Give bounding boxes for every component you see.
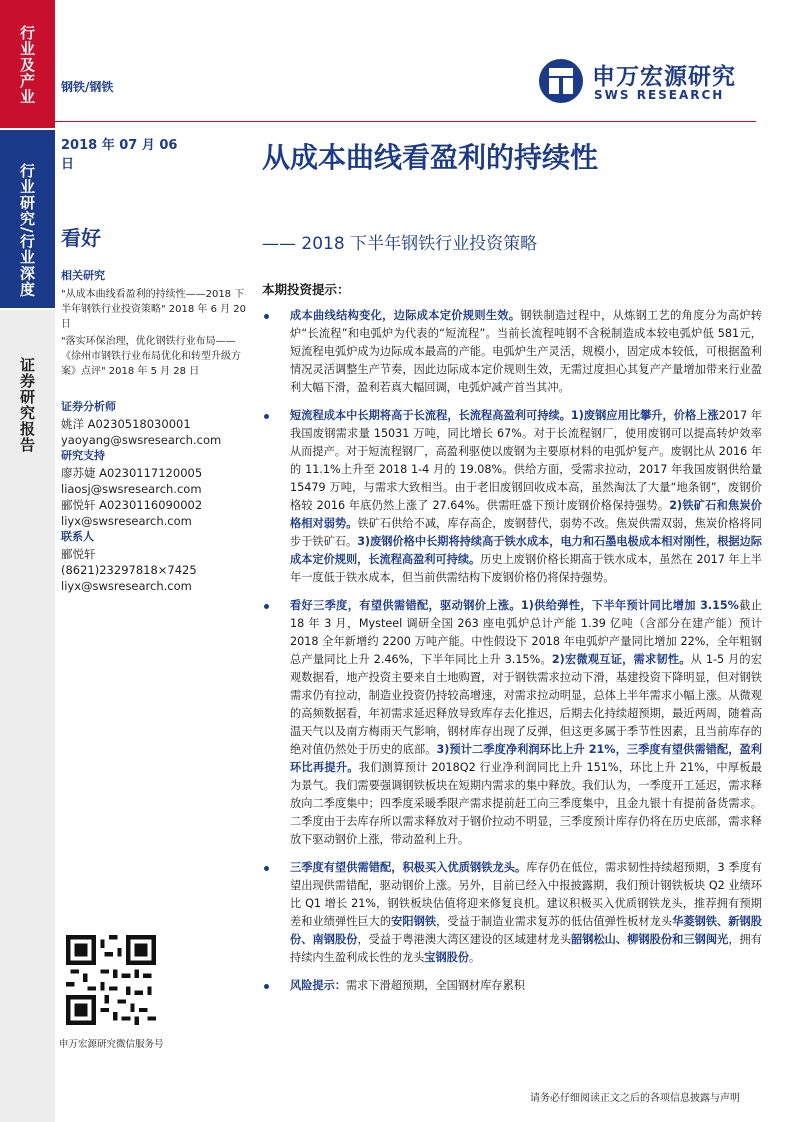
bullet-text: ，受益于粤港澳大湾区建设的区域建材龙头 [357,933,571,946]
bullet-text: 我们测算预计 2018Q2 行业净利润同比上升 151%，环比上升 21%，中厚板最为景气。我们需要强调钢铁板块在短期内需求的集中释放。我们认为，一季度开工延迟，需求释放向二季度集中；四季度采暖季限产需求提前赶工向三季度集中，且金九银十有提前备货需求。二季度由于去库存所以需求释放对于钢价拉动不明显，三季度预计库存仍将在历史底部，需求释放下驱动钢价上涨，带动盈利上升。 [290,761,762,846]
support-email[interactable]: liyx@swsresearch.com [61,514,192,528]
bullet-dot-icon [264,314,269,319]
bullet-lead: 2)铁矿石和焦炭价格相对弱势。 [290,499,762,530]
report-title: 从成本曲线看盈利的持续性 [262,141,599,174]
sidebar-industry-label: 行业及产业 [18,25,36,105]
highlight-bullet [262,407,762,587]
support-line: 廖苏婕 A0230117120005 [61,466,203,480]
bullet-lead: 三季度有望供需错配，积极买入优质钢铁龙头。 [290,861,527,874]
analyst-block [61,399,251,594]
stock-pick: 华菱钢铁、新钢股份、南钢股份 [290,915,762,946]
bullet-lead: 成本曲线结构变化，边际成本定价规则生效。 [290,309,521,322]
highlight-bullet [262,597,762,849]
qr-caption: 申万宏源研究微信服务号 [59,1039,164,1050]
bullet-text: 截止 18 年 3 月，Mysteel 调研全国 263 座电弧炉总计产能 1.39 亿吨（含部分在建产能）预计 2018 全年新增约 2200 万吨产能。中性假设下 2018 年电弧炉产量同比增加 22%，全年粗钢总产量同比上升 2.46%，下半年同比上升 3.15%。 [290,599,762,666]
bullet-lead: 3)预计二季度净利润环比上升 21%，三季度有望供需错配，盈利环比再提升。 [290,743,762,774]
report-date: 2018 年 07 月 06 日 [61,138,178,172]
disclosure-footer: 请务必仔细阅读正文之后的各项信息披露与声明 [530,1093,740,1104]
risk-lead: 风险提示： [290,979,346,992]
analyst-line: 姚洋 A0230518030001 [61,417,191,431]
highlights-title: 本期投资提示： [262,282,350,297]
stock-pick: 安阳钢铁 [391,915,437,928]
bullet-lead: 3)废钢价格中长期将持续高于铁水成本，电力和石墨电极成本相对刚性，根据边际成本定价规则，长流程高盈利可持续。 [290,535,762,566]
stock-pick: 宝钢股份 [424,951,470,964]
header-divider [55,121,756,122]
logo-chinese-name: 申万宏源研究 [592,64,736,90]
bullet-text: 铁矿石供给不减，库存高企，废钢替代，弱势不改。焦炭供需双弱，焦炭价格将同步于铁矿石。 [290,517,762,548]
related-research-item[interactable]: "从成本曲线看盈利的持续性——2018 下半年钢铁行业投资策略" 2018 年 6 月 20 日 [61,289,247,330]
bullet-dot-icon [264,414,269,419]
analysts-heading: 证券分析师 [61,400,116,413]
contact-name: 郦悦轩 [61,547,96,561]
support-line: 郦悦轩 A0230116090002 [61,498,203,512]
wechat-qr-code-icon [66,935,156,1025]
bullet-text: 钢铁制造过程中，从炼钢工艺的角度分为高炉转炉“长流程”和电弧炉为代表的“短流程”。当前长流程吨钢不含税制造成本较电弧炉低 581元，短流程电弧炉成为边际成本最高的产能。电弧炉生产灵活，规模小，固定成本较低，可根据盈利情况灵活调整生产节奏，因此边际成本定价规则生效，无需过度担心其复产产量增加带来行业盈利大幅下滑，盈利若真大幅回调，电弧炉减产首当其冲。 [290,309,762,394]
support-heading: 研究支持 [61,449,105,462]
bullet-lead: 短流程成本中长期将高于长流程，长流程高盈利可持续。1)废钢应用比攀升，价格上涨 [290,409,719,422]
sidebar-securities-report-label: 证券研究报告 [18,357,36,453]
contact-phone: (8621)23297818×7425 [61,563,197,577]
analyst-email[interactable]: yaoyang@swsresearch.com [61,433,222,447]
risk-text: 需求下滑超预期，全国钢材库存累积 [345,979,525,992]
bullet-dot-icon [264,984,269,989]
related-research-item[interactable]: "落实环保治理，优化钢铁行业布局——《徐州市钢铁行业布局优化和转型升级方案》点评" 2018 年 5 月 28 日 [61,336,241,377]
bullet-text: 2017 年我国废钢需求量 15031 万吨，同比增长 67%。对于长流程钢厂，使用废钢可以提高转炉效率从而提产。对于短流程钢厂，高盈利驱使以废钢为主要原材料的电弧炉复产。废钢比从 2016 年的 11.1%上升至 2018 1-4 月的 19.08%。供给方面，受需求拉动，2017 年我国废钢供给量 15479 万吨，与需求大致相当。由于老旧废钢回收成本高，虽然淘汰了大量“地条钢”，废钢价格较 2016 年底仍然上涨了 27.64%。供需旺盛下预计废钢价格保持强势。 [290,409,762,512]
left-column [61,268,251,594]
bullet-text: 。 [469,951,481,964]
risk-warning [262,977,762,995]
support-email[interactable]: liaosj@swsresearch.com [61,482,202,496]
related-research-heading: 相关研究 [61,269,105,282]
logo-mark-icon [536,58,586,104]
sector-label: 钢铁/钢铁 [61,80,114,94]
bullet-text: 历史上废钢价格长期高于铁水成本，虽然在 2017 年上半年一度低于铁水成本，但当前供需结构下废钢价格仍将保持强势。 [290,553,762,584]
rating: 看好 [61,226,101,250]
bullet-text: 库存仍在低位，需求韧性持续超预期，3 季度有望出现供需错配，驱动钢价上涨。另外，目前已经入中报披露期，我们预计钢铁板块 Q2 业绩环比 Q1 增长 21%，钢铁板块估值将迎来修复良机。建议积极买入优质钢铁龙头，推荐拥有预期差和业绩弹性巨大的 [290,861,762,928]
investment-highlights [262,280,762,995]
bullet-text: 从 1-5 月的宏观数据看，地产投资主要来自土地购置，对于钢铁需求拉动下滑，基建投资下降明显，但对钢铁需求仍有拉动，制造业投资仍持较高增速，对需求拉动明显，总体上半年需求小幅上涨。从微观的高频数据看，年初需求延迟释放导致库存去化推迟，后期去化持续超预期，最近两周，随着高温天气以及南方梅雨天气影响，钢材库存出现了反弹，但这更多属于季节性因素，且当前库存的绝对值仍然处于历史的底部。 [290,653,762,756]
contact-heading: 联系人 [61,530,94,543]
bullet-text: ，受益于制造业需求复苏的低估值弹性板材龙头 [436,915,673,928]
bullet-lead: 看好三季度，有望供需错配，驱动钢价上涨。1)供给弹性，下半年预计同比增加 3.15% [290,599,739,612]
bullet-text: ，拥有持续内生盈利成长性的龙头 [290,933,762,964]
report-subtitle: —— 2018 下半年钢铁行业投资策略 [262,234,538,254]
bullet-lead: 2)宏微观互证，需求韧性。 [551,653,691,666]
sidebar-report-type-label: 行业研究/行业深度 [18,162,36,298]
bullet-dot-icon [264,604,269,609]
highlight-bullet [262,859,762,967]
contact-email[interactable]: liyx@swsresearch.com [61,579,192,593]
logo-english-name: SWS RESEARCH [594,88,725,102]
bullet-dot-icon [264,866,269,871]
highlight-bullet [262,307,762,397]
stock-pick: 韶钢松山、柳钢股份和三钢闽光 [570,933,729,946]
sws-logo [536,58,756,106]
